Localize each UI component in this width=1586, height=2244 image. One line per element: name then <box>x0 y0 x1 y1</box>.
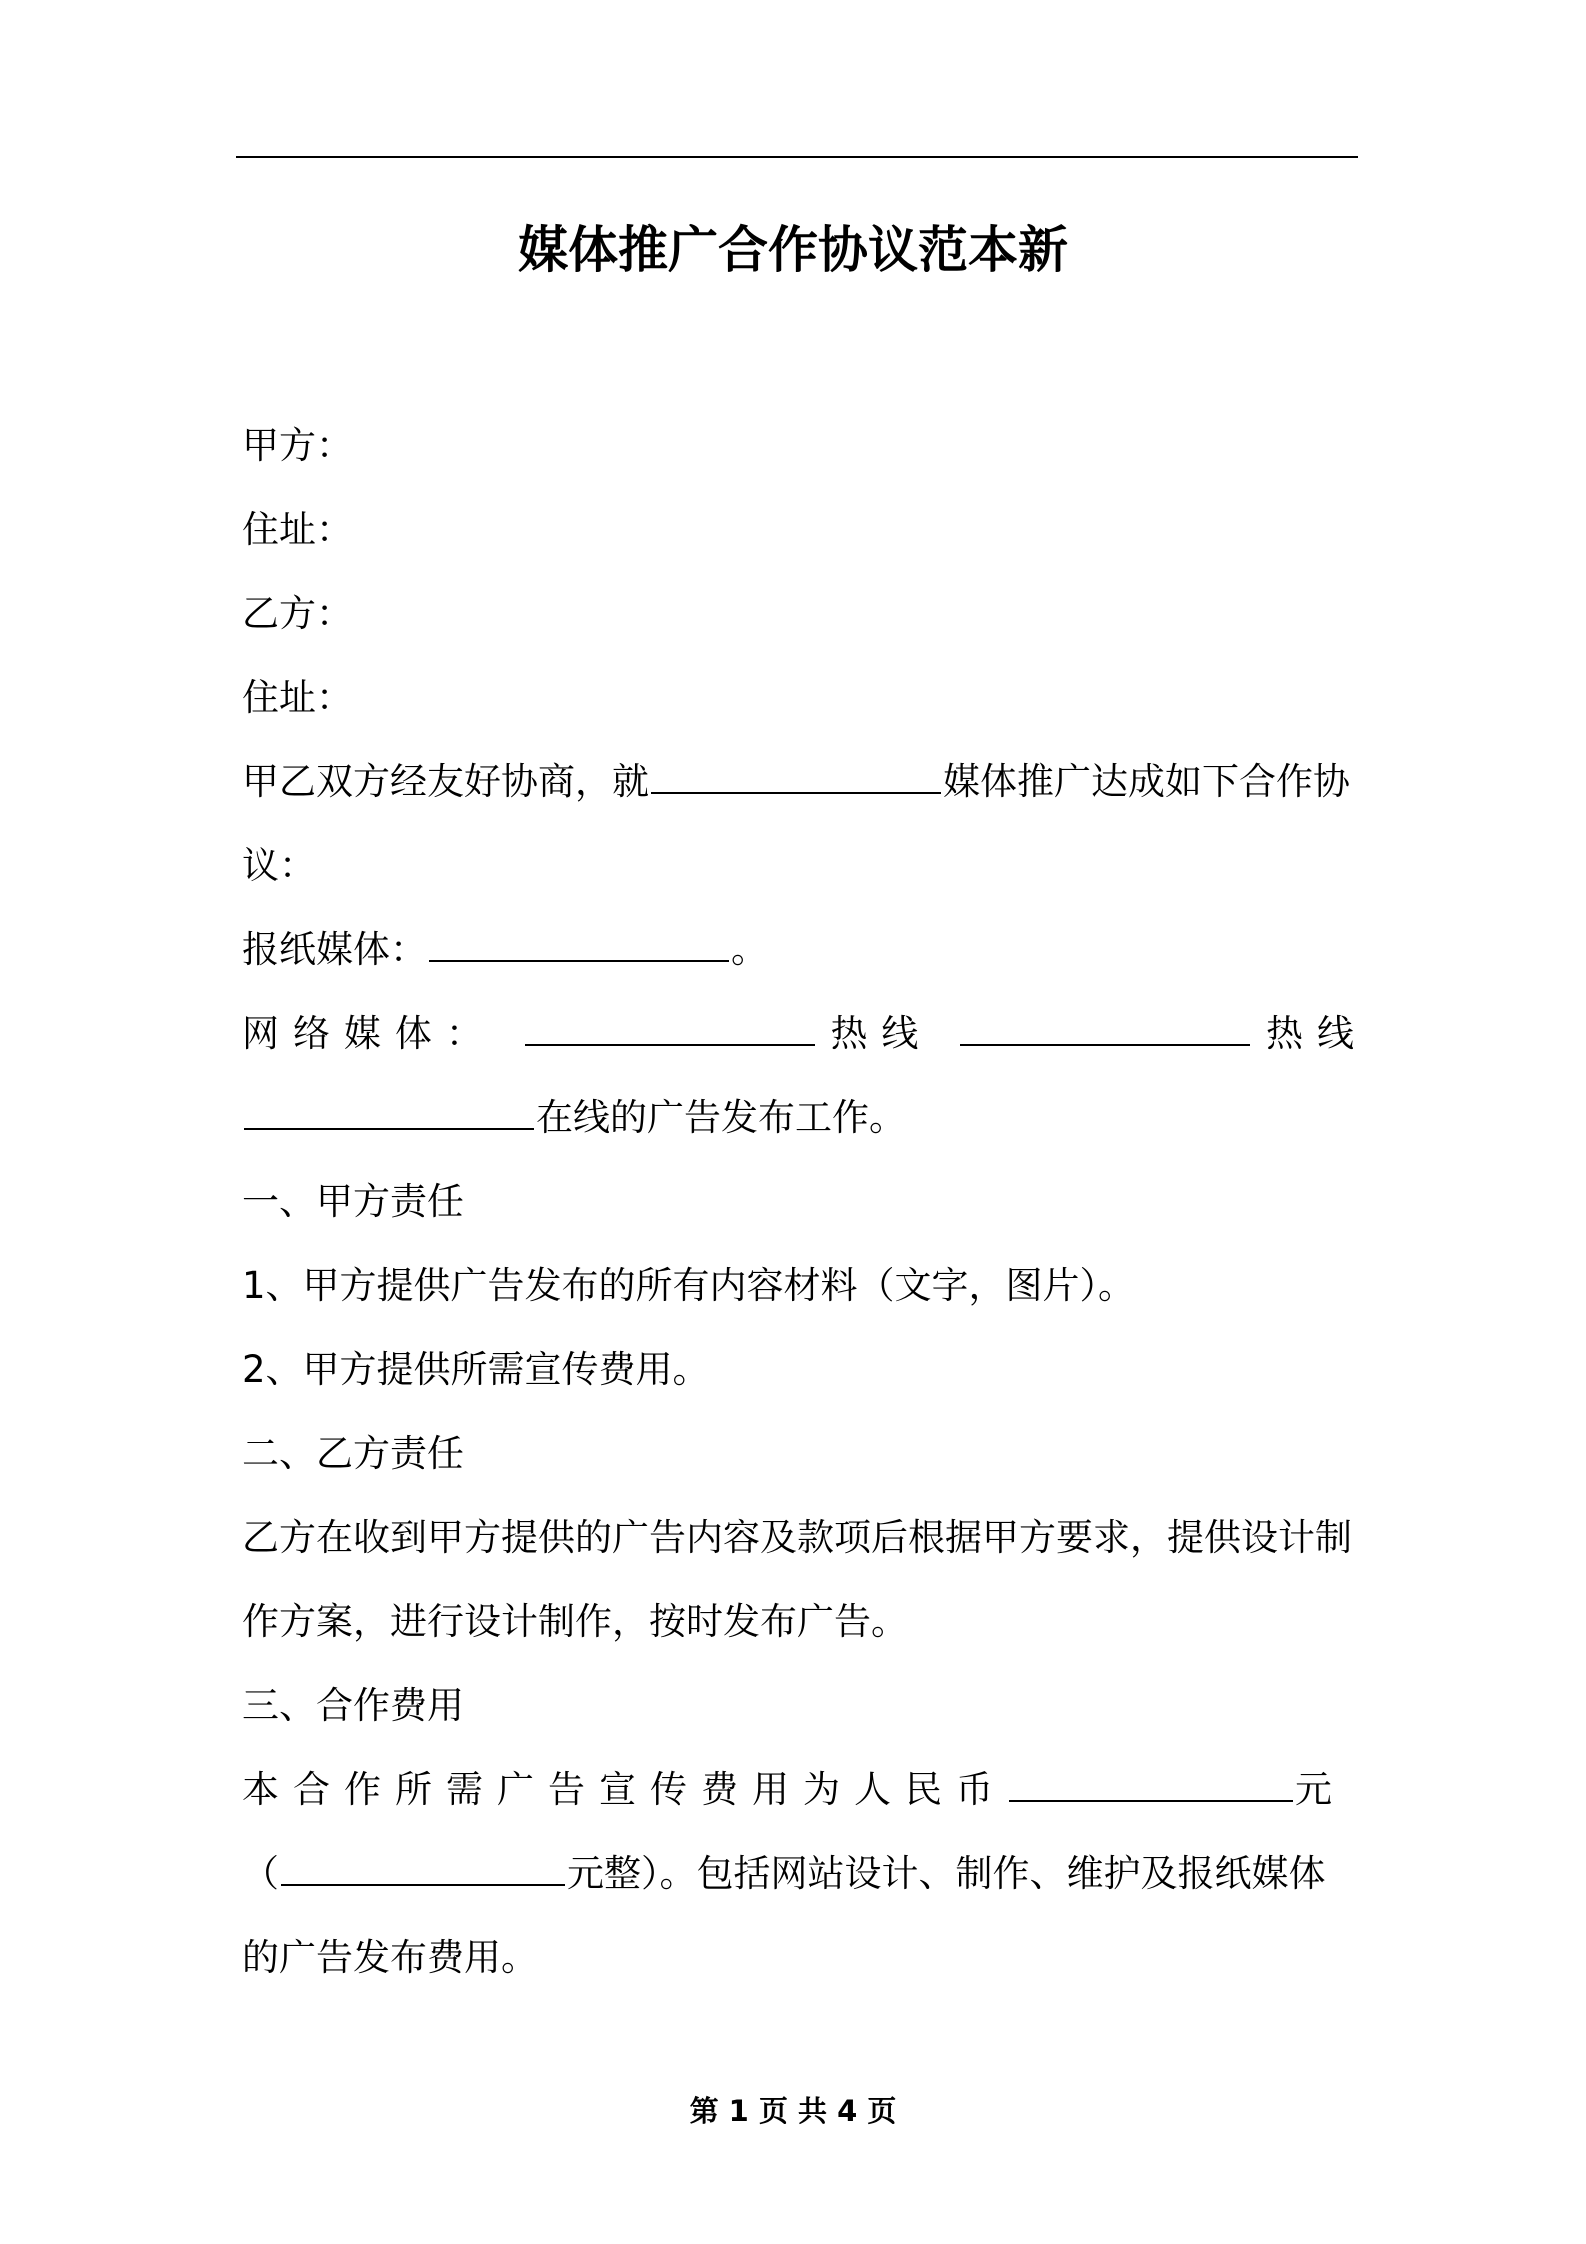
intro-end-line: 议： <box>242 844 316 887</box>
section2-line2: 作方案，进行设计制作，按时发布广告。 <box>242 1600 908 1643</box>
fee-amount-blank <box>1009 1799 1293 1802</box>
newspaper-blank <box>429 959 729 962</box>
newspaper-label: 报纸媒体： <box>242 928 427 971</box>
address-a-line: 住址： <box>242 508 353 551</box>
fee-words-line <box>242 1832 1354 1916</box>
section3-heading: 三、合作费用 <box>242 1684 464 1727</box>
fee-line <box>242 1748 1354 1832</box>
online-end: 在线的广告发布工作。 <box>536 1096 906 1139</box>
address-b-line: 住址： <box>242 676 353 719</box>
section1-item1: 1、甲方提供广告发布的所有内容材料（文字，图片）。 <box>242 1264 1136 1307</box>
document-body <box>242 404 1354 2000</box>
header-rule <box>236 156 1358 158</box>
online-label: 网络媒体： <box>242 1012 497 1055</box>
media-name-blank <box>651 791 941 794</box>
section2-line1: 乙方在收到甲方提供的广告内容及款项后根据甲方要求，提供设计制 <box>242 1516 1352 1559</box>
section1-heading: 一、甲方责任 <box>242 1180 464 1223</box>
document-title: 媒体推广合作协议范本新 <box>518 221 1068 279</box>
hotline-1: 热线 <box>816 1012 933 1055</box>
newspaper-line <box>242 908 1354 992</box>
intro-prefix: 甲乙双方经友好协商，就 <box>242 760 649 803</box>
fee-unit: 元 <box>1295 1768 1332 1811</box>
fee-prefix: 本合作所需广告宣传费用为人民币 <box>242 1768 1007 1811</box>
fee-words-blank <box>281 1883 565 1886</box>
fee-open-paren: （ <box>242 1852 279 1895</box>
hotline-2: 热线 <box>1252 1012 1354 1055</box>
intro-suffix: 媒体推广达成如下合作协 <box>943 760 1350 803</box>
section2-heading: 二、乙方责任 <box>242 1432 464 1475</box>
online-blank-2 <box>960 1043 1250 1046</box>
fee-words-suffix: 元整）。包括网站设计、制作、维护及报纸媒体 <box>567 1852 1326 1895</box>
online-end-line <box>242 1076 1354 1160</box>
online-blank-3 <box>244 1127 534 1130</box>
online-blank-1 <box>525 1043 815 1046</box>
party-a-line: 甲方： <box>242 424 353 467</box>
intro-line <box>242 740 1354 824</box>
fee-end-line: 的广告发布费用。 <box>242 1936 538 1979</box>
newspaper-end: 。 <box>731 928 768 971</box>
online-media-line <box>242 992 1354 1076</box>
section1-item2: 2、甲方提供所需宣传费用。 <box>242 1348 710 1391</box>
party-b-line: 乙方： <box>242 592 353 635</box>
page-footer: 第 1 页 共 4 页 <box>689 2094 897 2128</box>
